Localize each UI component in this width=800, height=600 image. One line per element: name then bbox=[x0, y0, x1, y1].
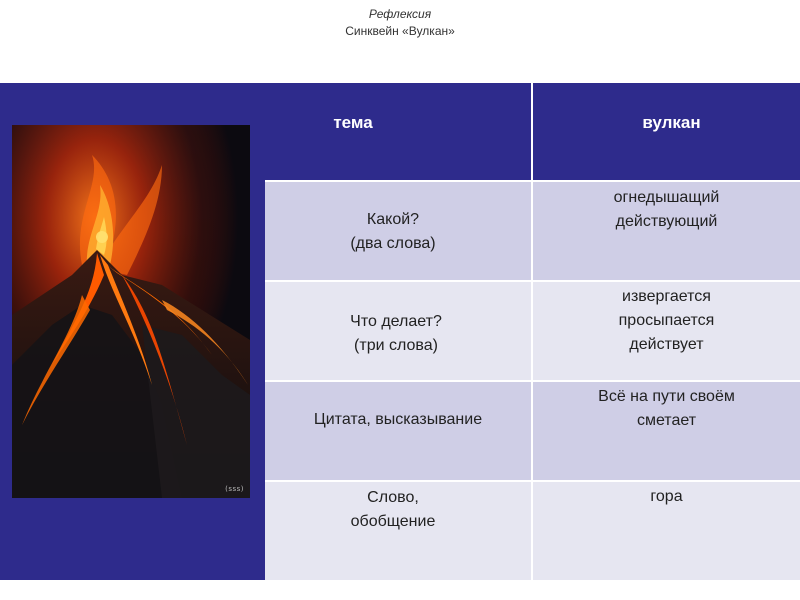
slide-title: Рефлексия bbox=[368, 7, 432, 21]
table-row bbox=[265, 182, 800, 280]
row-value-line: огнедышащий bbox=[613, 189, 720, 206]
table-header-row bbox=[265, 83, 800, 180]
row-value-cell bbox=[533, 382, 800, 480]
row-label-cell bbox=[265, 282, 533, 380]
row-label-line: Цитата, высказывание bbox=[313, 411, 483, 428]
row-label-line: (два слова) bbox=[350, 235, 436, 252]
volcano-photo bbox=[12, 125, 250, 498]
row-value-line: Всё на пути своём bbox=[598, 388, 735, 405]
row-value-line: действует bbox=[629, 336, 704, 353]
header-cell-volcano: вулкан bbox=[533, 83, 800, 180]
photo-watermark: (sss) bbox=[225, 485, 244, 493]
row-label-cell bbox=[265, 482, 533, 580]
image-panel bbox=[0, 83, 265, 580]
row-value-cell bbox=[533, 482, 800, 580]
cinquain-table bbox=[265, 83, 800, 580]
row-value-line: просыпается bbox=[618, 312, 715, 329]
slide-header bbox=[0, 6, 800, 40]
row-value-line: сметает bbox=[636, 412, 697, 429]
row-label-line: (три слова) bbox=[354, 337, 438, 354]
row-value-line: извергается bbox=[622, 288, 711, 305]
row-value-line: гора bbox=[650, 488, 683, 505]
volcano-illustration bbox=[12, 125, 250, 498]
row-label-line: Что делает? bbox=[350, 313, 442, 330]
row-value-cell bbox=[533, 182, 800, 280]
table-row bbox=[265, 482, 800, 580]
row-label-cell bbox=[265, 382, 533, 480]
table-row bbox=[265, 382, 800, 480]
row-label-line: Слово, bbox=[367, 489, 419, 506]
header-cell-topic: тема bbox=[265, 83, 533, 180]
row-label-line: обобщение bbox=[350, 513, 436, 530]
row-label-line: Какой? bbox=[366, 211, 420, 228]
row-value-line: действующий bbox=[615, 213, 718, 230]
row-label-cell bbox=[265, 182, 533, 280]
table-row bbox=[265, 282, 800, 380]
slide-subtitle: Синквейн «Вулкан» bbox=[345, 24, 455, 38]
row-value-cell bbox=[533, 282, 800, 380]
